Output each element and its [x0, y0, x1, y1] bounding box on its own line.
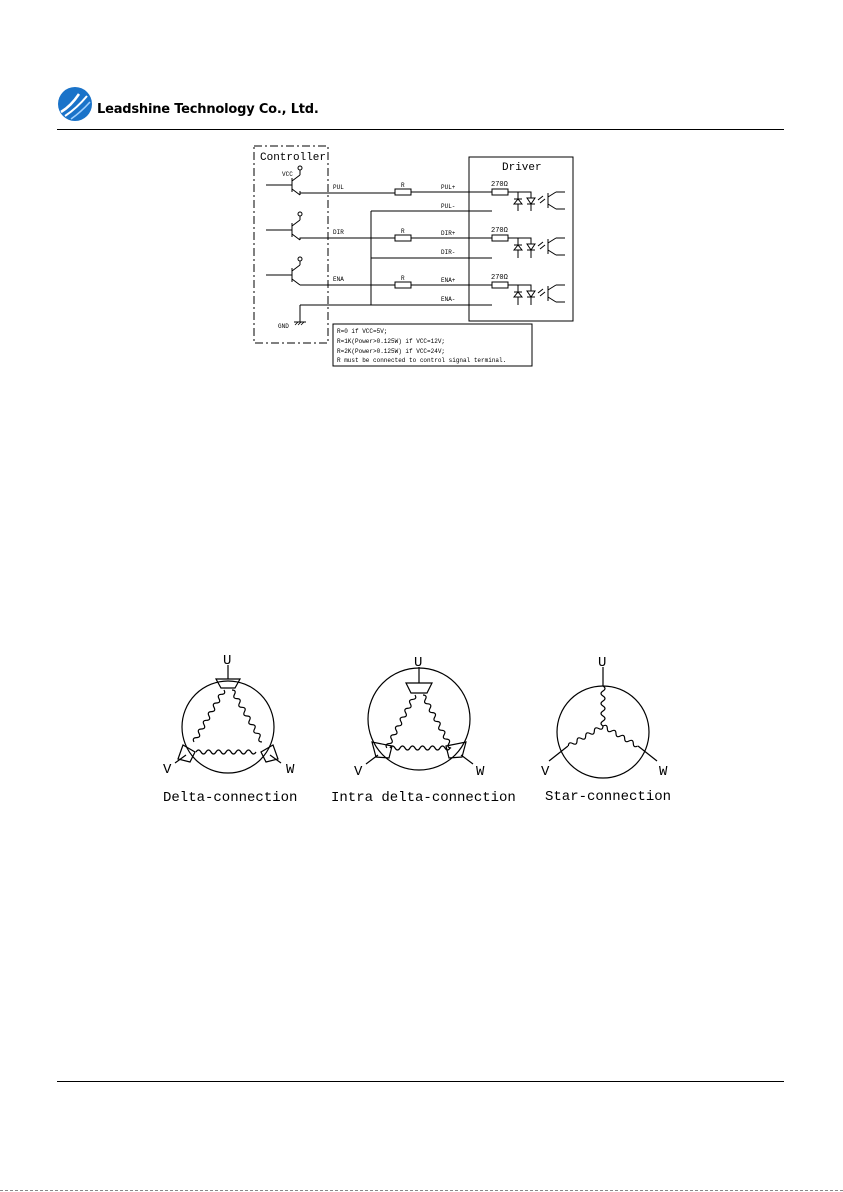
star-v-label: V	[541, 764, 550, 780]
vcc-label: VCC	[282, 171, 293, 178]
page-bottom-edge	[0, 1190, 843, 1191]
control-signal-wiring-diagram	[0, 0, 843, 400]
motor-connection-diagrams	[0, 640, 843, 820]
ena-minus-label: ENA-	[441, 296, 456, 303]
signal-pul-label: PUL	[333, 184, 344, 191]
delta-v-label: V	[163, 762, 172, 778]
delta-connection-title: Delta-connection	[163, 790, 298, 806]
intra-delta-u-label: U	[414, 655, 423, 671]
note-line-4: R must be connected to control signal terminal.	[337, 357, 507, 364]
resistor-dir-label: R	[401, 228, 405, 235]
note-line-2: R=1K(Power>0.125W) if VCC=12V;	[337, 338, 446, 345]
intra-delta-connection-diagram	[366, 667, 473, 770]
intra-delta-w-label: W	[476, 764, 485, 780]
resistor-pul-label: R	[401, 182, 405, 189]
delta-connection-diagram	[175, 665, 281, 773]
delta-w-label: W	[286, 762, 295, 778]
resistor-ena-label: R	[401, 275, 405, 282]
intra-delta-connection-title: Intra delta-connection	[331, 790, 516, 806]
star-w-label: W	[659, 764, 668, 780]
gnd-label: GND	[278, 323, 289, 330]
pul-minus-label: PUL-	[441, 203, 456, 210]
note-line-3: R=2K(Power>0.125W) if VCC=24V;	[337, 348, 446, 355]
internal-resistor-dir-label: 270Ω	[491, 227, 508, 235]
internal-resistor-pul-label: 270Ω	[491, 181, 508, 189]
pul-plus-label: PUL+	[441, 184, 456, 191]
note-line-1: R=0 if VCC=5V;	[337, 328, 388, 335]
footer-divider	[57, 1081, 784, 1082]
star-connection-diagram	[549, 667, 657, 778]
dir-plus-label: DIR+	[441, 230, 456, 237]
internal-resistor-ena-label: 270Ω	[491, 274, 508, 282]
ena-plus-label: ENA+	[441, 277, 456, 284]
delta-u-label: U	[223, 653, 232, 669]
star-connection-title: Star-connection	[545, 789, 672, 805]
intra-delta-v-label: V	[354, 764, 363, 780]
signal-ena-label: ENA	[333, 276, 344, 283]
controller-label: Controller	[260, 152, 327, 164]
company-name: Leadshine Technology Co., Ltd.	[97, 102, 319, 117]
dir-minus-label: DIR-	[441, 249, 456, 256]
signal-dir-label: DIR	[333, 229, 344, 236]
star-u-label: U	[598, 655, 607, 671]
driver-label: Driver	[502, 162, 542, 174]
